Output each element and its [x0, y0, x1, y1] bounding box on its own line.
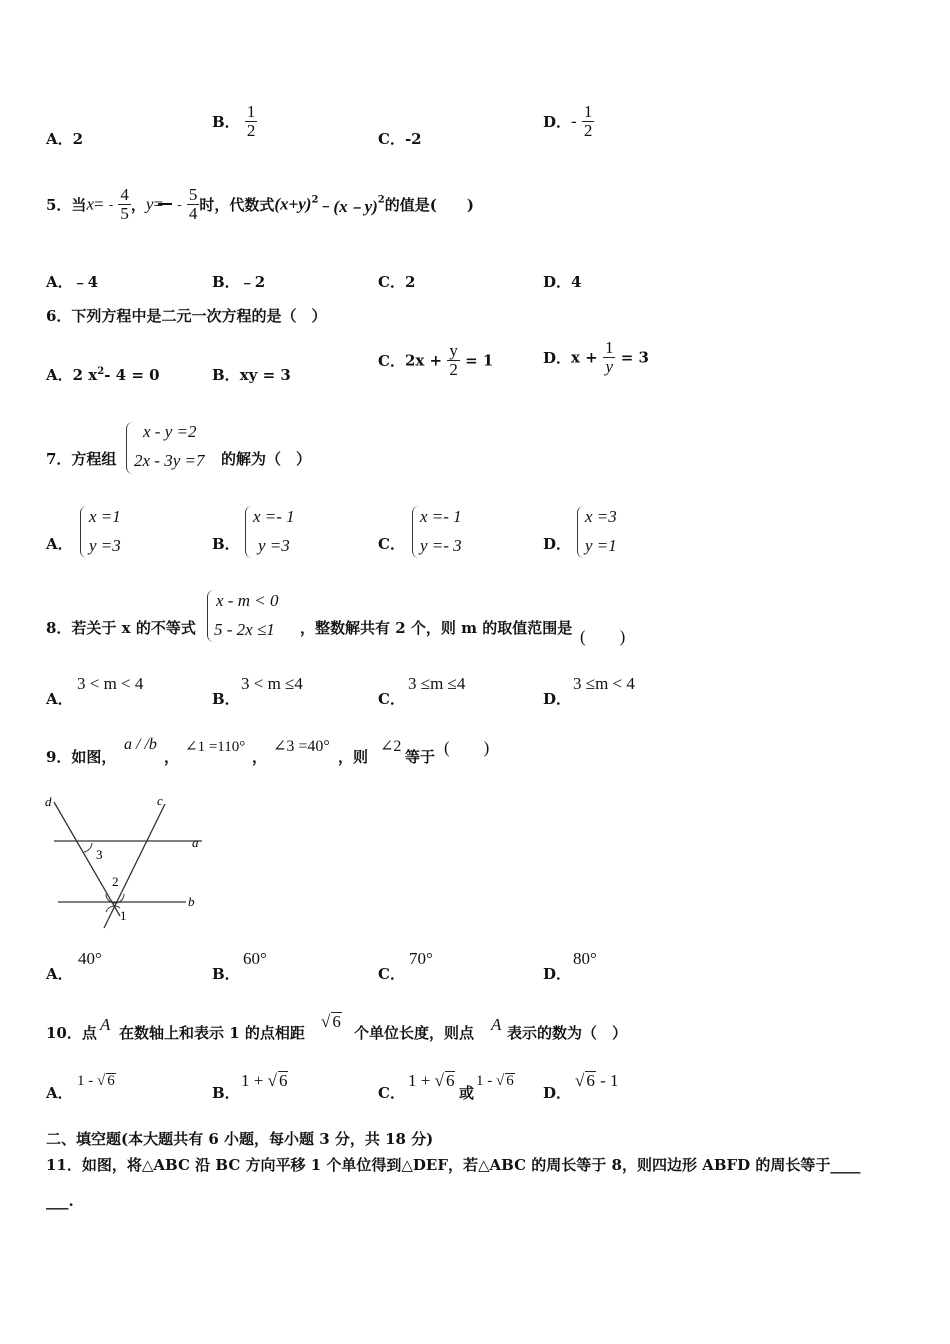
- q9-option-a-label: A．: [46, 965, 73, 983]
- label-angle-2: 2: [112, 874, 119, 889]
- answer-paren: ( ): [580, 627, 626, 646]
- system-brace: [245, 506, 252, 558]
- section-2-heading: 二、填空题(本大题共有 6 小题，每小题 3 分，共 18 分): [46, 1130, 434, 1148]
- option-value: -2: [404, 130, 422, 148]
- q7-d-line1: x =3: [585, 507, 617, 526]
- q5-option-d: D．4: [543, 273, 582, 291]
- question-11-line2: ___.: [46, 1192, 74, 1210]
- comma: ，: [164, 748, 180, 766]
- question-11-line1: 11．如图，将△ABC 沿 BC 方向平移 1 个单位得到△DEF，若△ABC 的周长等于 8，则四边形 ABFD 的周长等于____: [46, 1156, 861, 1174]
- q9-cond1: a / /b: [124, 736, 157, 753]
- q7-option-a-label: A．: [46, 535, 73, 553]
- q8-option-d-label: D．: [543, 690, 572, 708]
- q10-option-b-label: B．: [212, 1084, 240, 1102]
- q8-ineq1: x - m < 0: [216, 591, 279, 610]
- sqrt-6: √ 6: [321, 1012, 341, 1031]
- q6-option-a: A．2 $x^2-$ 4 = 0: [46, 366, 160, 384]
- q9-angle: ∠2: [380, 738, 402, 755]
- q7-option-d-label: D．: [543, 535, 572, 553]
- or-text: 或: [459, 1084, 475, 1102]
- q4-option-b: [212, 103, 257, 140]
- q8-option-c-value: 3 ≤m ≤4: [408, 674, 466, 693]
- q7-c-line2: y =- 3: [420, 536, 462, 555]
- label-a: a: [192, 835, 199, 850]
- question-10-mid: 在数轴上和表示 1 的点相距: [119, 1024, 305, 1042]
- question-10-mid2: 个单位长度，则点: [354, 1024, 475, 1042]
- q10-option-a-value: 1 - √ 6: [77, 1073, 115, 1089]
- q7-eq2: 2x - 3y =7: [134, 451, 205, 470]
- q7-b-line2: y =3: [258, 536, 290, 555]
- q8-option-d-value: 3 ≤m < 4: [573, 674, 635, 693]
- question-10-prefix: 10．点: [46, 1024, 97, 1042]
- fraction: $\frac{5}{4}$: [188, 185, 198, 223]
- system-brace: [412, 506, 419, 558]
- question-7-suffix: 的解为（ ）: [221, 450, 312, 468]
- option-value: 2: [72, 130, 84, 148]
- line-d: [54, 802, 120, 916]
- system-brace: [80, 506, 87, 558]
- fraction: $\frac{1}{y}$: [604, 338, 614, 376]
- q8-ineq2: 5 - 2x ≤1: [214, 620, 275, 639]
- q6-option-d: D．x + $\frac{1}{y}$ = 3: [543, 338, 649, 376]
- line-c: [104, 804, 165, 928]
- label-c: c: [157, 793, 163, 808]
- q5-option-b: B．﹣2: [212, 273, 266, 291]
- q6-option-b: B．xy = 3: [212, 366, 291, 384]
- point-a: A: [100, 1015, 111, 1034]
- option-label: D．: [543, 112, 572, 131]
- system-brace: [207, 590, 214, 642]
- label-angle-3: 3: [96, 847, 103, 862]
- q4-option-c: [378, 128, 422, 149]
- q9-option-b-value: 60°: [243, 949, 267, 968]
- q10-option-c-value: 1 + √ 6: [408, 1071, 455, 1090]
- q4-option-d: D．- $\frac{1}{2}$: [543, 102, 593, 140]
- q5-option-a: A．﹣4: [46, 273, 99, 291]
- question-6: 6．下列方程中是二元一次方程的是（ ）: [46, 307, 327, 325]
- fraction: $\frac{y}{2}$: [449, 341, 458, 379]
- question-9-prefix: 9．如图，: [46, 748, 117, 766]
- q4-option-a: [46, 128, 83, 149]
- q8-option-b-label: B．: [212, 690, 240, 708]
- fraction: $\frac{1}{2}$: [246, 102, 256, 140]
- q7-eq1: x - y =2: [143, 422, 197, 441]
- q9-cond2: ∠1 =110°: [185, 739, 246, 755]
- point-a: A: [491, 1015, 502, 1034]
- question-8-suffix: ，整数解共有 2 个，则 m 的取值范围是: [300, 619, 573, 637]
- label-b: b: [188, 894, 195, 909]
- q7-d-line2: y =1: [585, 536, 617, 555]
- question-10-suffix: 表示的数为（ ）: [507, 1024, 628, 1042]
- q8-option-a-value: 3 < m < 4: [77, 674, 144, 693]
- q9-option-a-value: 40°: [78, 949, 102, 968]
- parallel-lines-figure: [40, 790, 210, 930]
- q10-option-a-label: A．: [46, 1084, 73, 1102]
- q10-option-c-label: C．: [378, 1084, 405, 1102]
- q9-suffix: 等于: [405, 748, 436, 766]
- then-text: ，则: [338, 748, 369, 766]
- option-label: A．: [46, 130, 73, 148]
- q8-option-a-label: A．: [46, 690, 73, 708]
- option-label: B．: [212, 112, 240, 131]
- q7-option-c-label: C．: [378, 535, 405, 553]
- question-8-prefix: 8．若关于 x 的不等式: [46, 619, 196, 637]
- angle-3-arc: [84, 843, 92, 852]
- q10-option-d-label: D．: [543, 1084, 572, 1102]
- fraction: $\frac{1}{2}$: [583, 102, 593, 140]
- q10-option-b-value: 1 + √ 6: [241, 1071, 288, 1090]
- system-brace: [126, 422, 133, 474]
- comma: ，: [252, 748, 268, 766]
- q10-option-c-value2: 1 - √ 6: [476, 1073, 514, 1089]
- q9-option-d-label: D．: [543, 965, 572, 983]
- q9-option-c-label: C．: [378, 965, 405, 983]
- label-angle-1: 1: [120, 908, 127, 923]
- q8-option-c-label: C．: [378, 690, 405, 708]
- system-brace: [577, 506, 584, 558]
- q7-c-line1: x =- 1: [420, 507, 462, 526]
- q9-option-d-value: 80°: [573, 949, 597, 968]
- q9-option-b-label: B．: [212, 965, 240, 983]
- fraction: $\frac{4}{5}$: [120, 185, 129, 223]
- question-5: 5．当x= - $\frac{4}{5}$ ，y= - $\frac{5}{4}$ 时，代数式$(x+y)^2﹣(x﹣y)^2$的值是( ): [46, 185, 474, 223]
- q9-option-c-value: 70°: [409, 949, 433, 968]
- label-d: d: [45, 794, 52, 809]
- q5-option-c: C．2: [378, 273, 416, 291]
- q6-option-c: C．2x + $\frac{y}{2}$ = 1: [378, 341, 494, 379]
- q7-a-line1: x =1: [89, 507, 121, 526]
- q7-b-line1: x =- 1: [253, 507, 295, 526]
- q9-cond3: ∠3 =40°: [273, 738, 330, 755]
- question-7-prefix: 7．方程组: [46, 450, 117, 468]
- q7-option-b-label: B．: [212, 535, 240, 553]
- q10-option-d-value: √ 6 - 1: [575, 1071, 619, 1090]
- answer-paren: ( ): [444, 738, 490, 757]
- option-label: C．: [378, 130, 405, 148]
- q7-a-line2: y =3: [89, 536, 121, 555]
- q8-option-b-value: 3 < m ≤4: [241, 674, 303, 693]
